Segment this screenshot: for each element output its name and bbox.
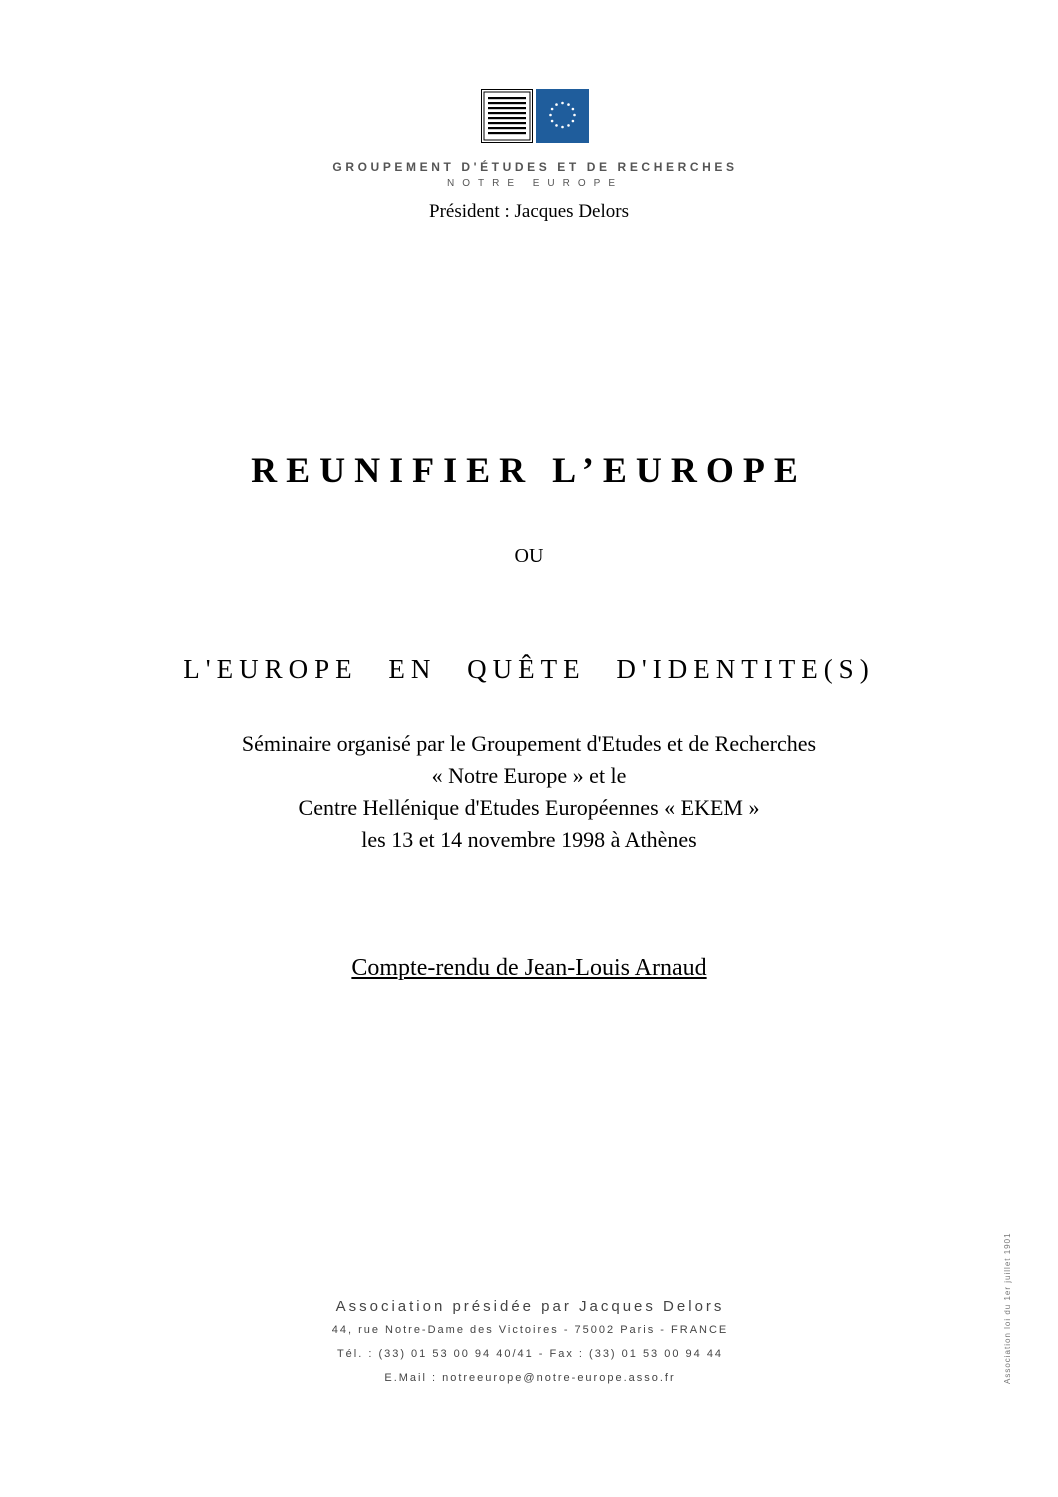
document-title: REUNIFIER L’EUROPE bbox=[251, 450, 807, 490]
footer-email: E.Mail : notreeurope@notre-europe.asso.fr bbox=[384, 1372, 676, 1384]
president-line: Président : Jacques Delors bbox=[429, 201, 629, 222]
title-connector: OU bbox=[514, 545, 544, 567]
notre-europe-logo bbox=[481, 89, 589, 143]
seminar-line: Séminaire organisé par le Groupement d'Etudes et de Recherches bbox=[241, 731, 817, 756]
seminar-line: « Notre Europe » et le bbox=[431, 763, 627, 788]
organization-name: GROUPEMENT D'ÉTUDES ET DE RECHERCHES bbox=[332, 160, 738, 174]
seminar-description bbox=[0, 728, 1058, 856]
footer-association: Association présidée par Jacques Delors bbox=[335, 1298, 725, 1315]
footer-address: 44, rue Notre-Dame des Victoires - 75002 Paris - FRANCE bbox=[331, 1324, 729, 1336]
margin-note: Association loi du 1er juillet 1901 bbox=[1003, 1232, 1012, 1384]
footer bbox=[180, 1296, 880, 1390]
seminar-line: Centre Hellénique d'Etudes Européennes « EKEM » bbox=[298, 795, 760, 820]
organization-subtitle: NOTRE EUROPE bbox=[446, 178, 623, 189]
report-author: Compte-rendu de Jean-Louis Arnaud bbox=[351, 955, 707, 981]
seminar-line: les 13 et 14 novembre 1998 à Athènes bbox=[361, 827, 697, 852]
footer-phone: Tél. : (33) 01 53 00 94 40/41 - Fax : (33) 01 53 00 94 44 bbox=[336, 1348, 724, 1360]
document-subtitle: L'EUROPE EN QUÊTE D'IDENTITE(S) bbox=[183, 654, 875, 684]
